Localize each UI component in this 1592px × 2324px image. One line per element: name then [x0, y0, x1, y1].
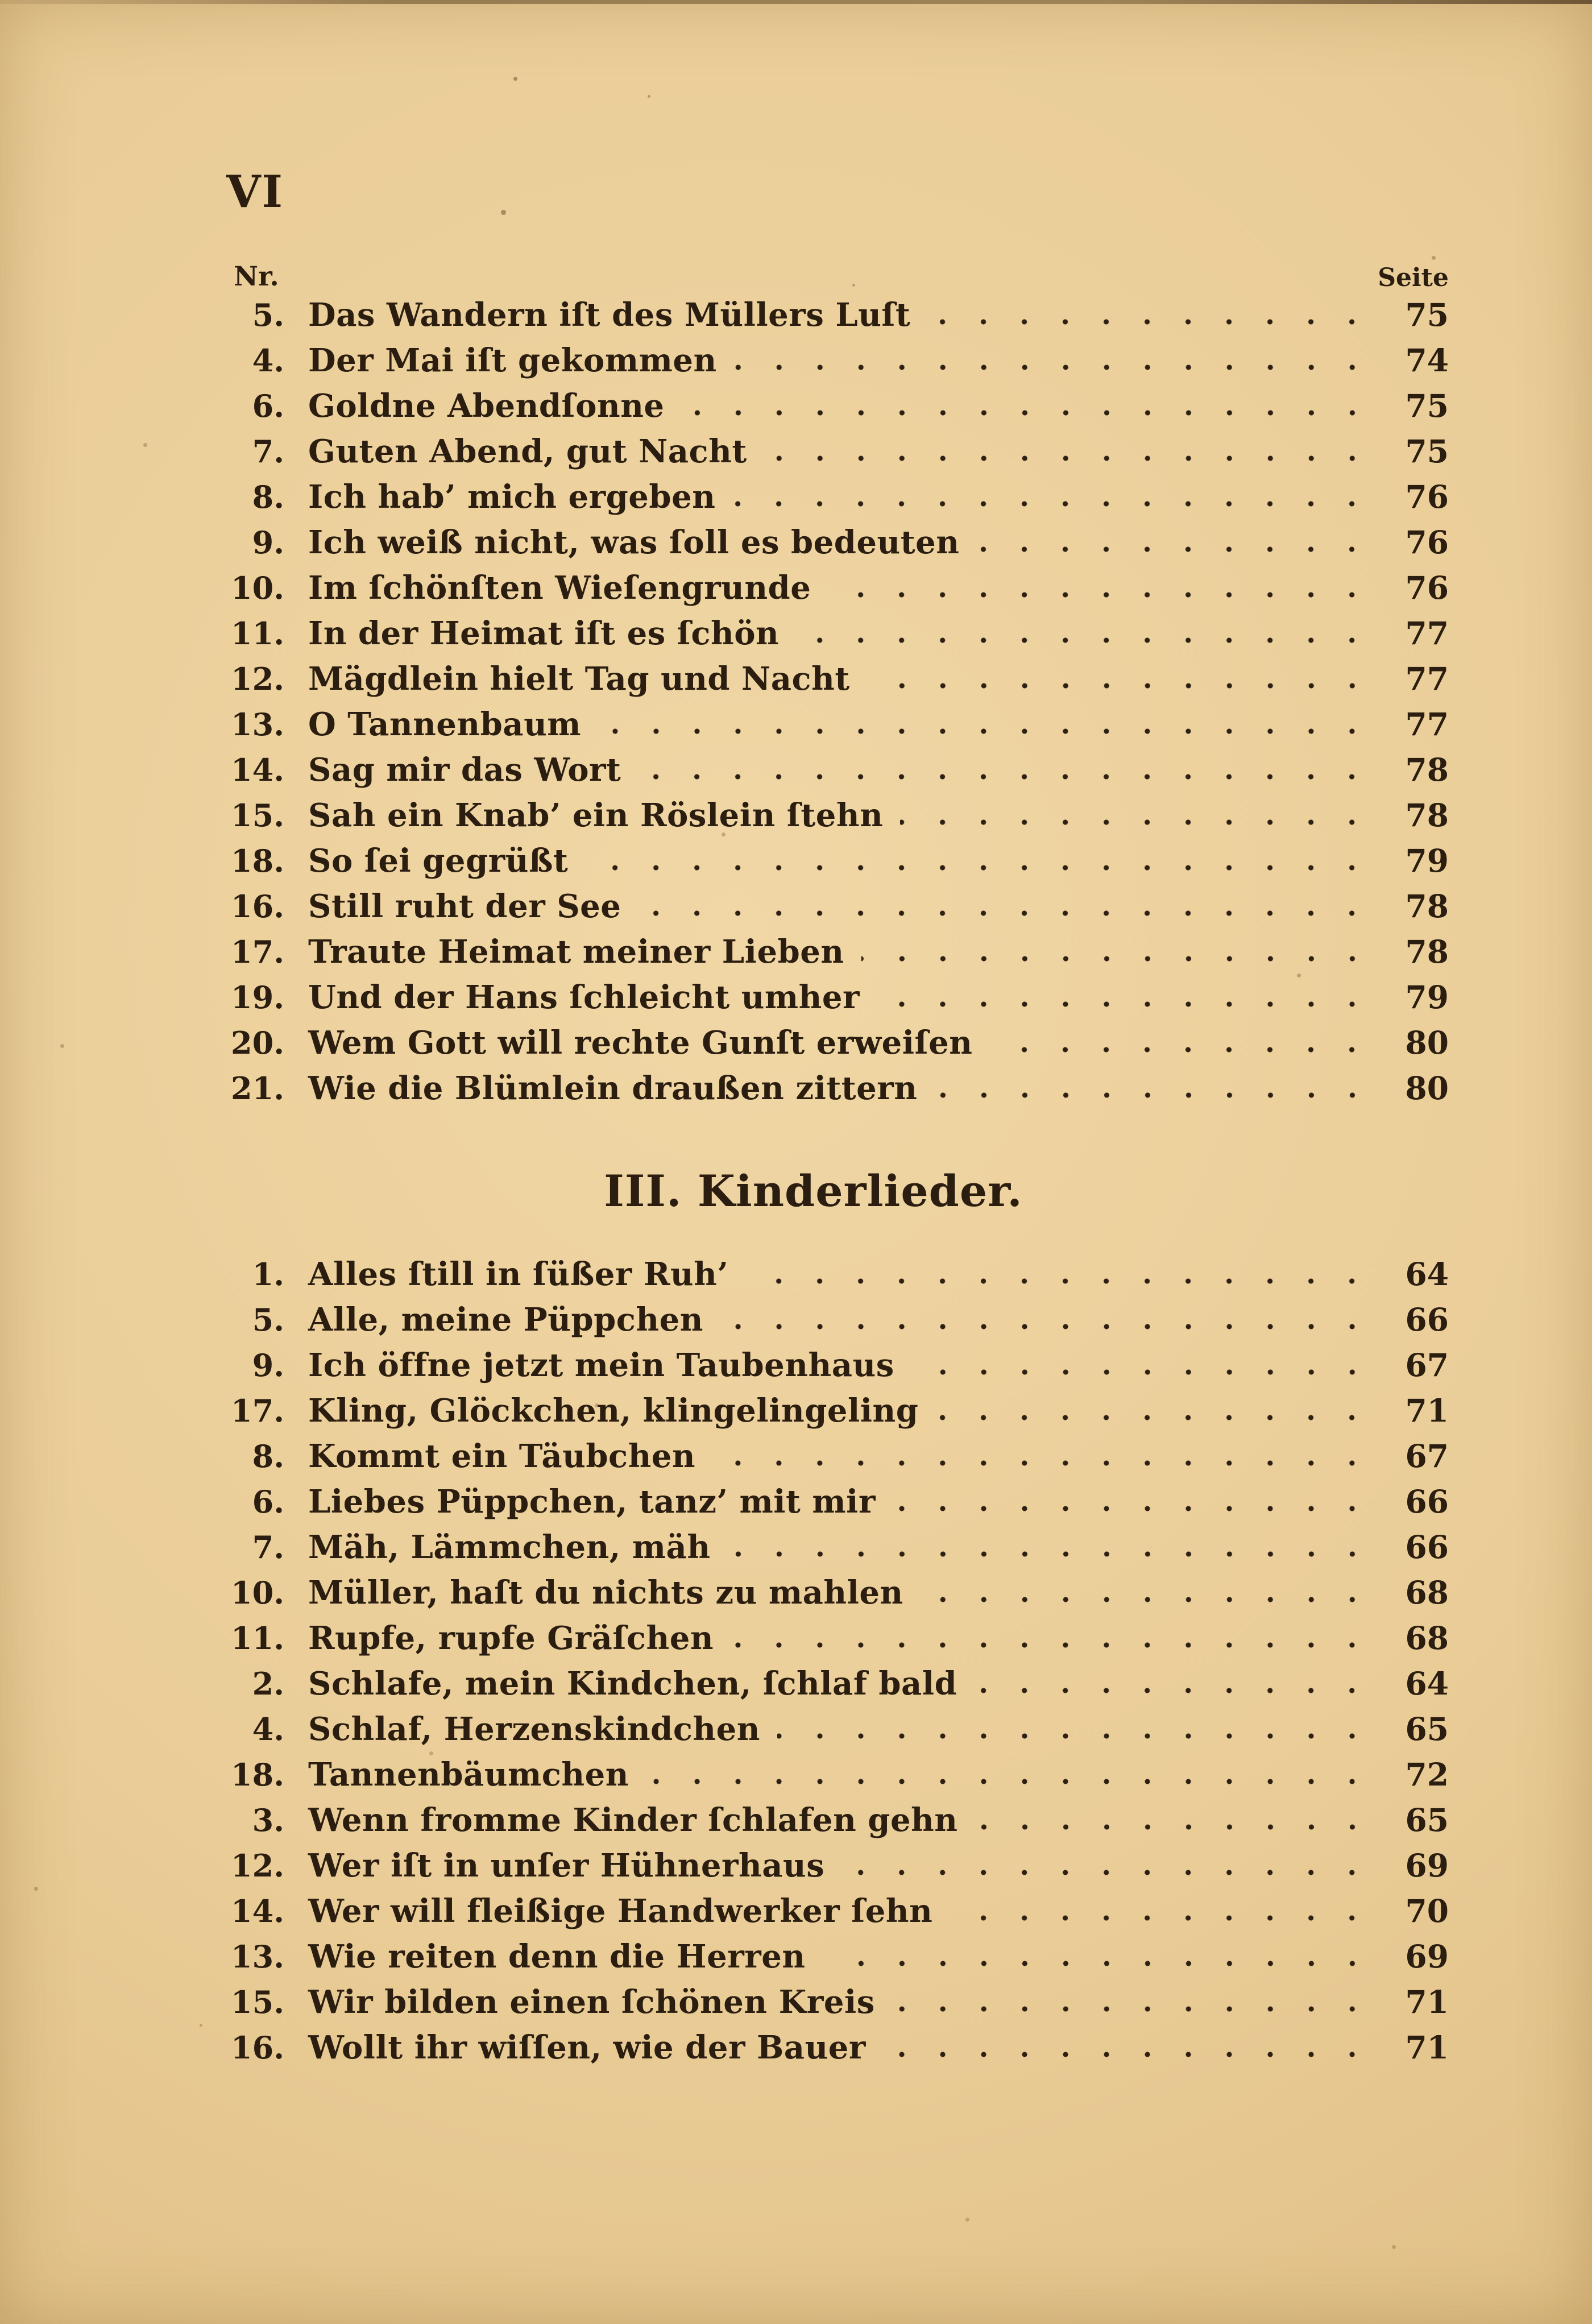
entry-page: 64	[1405, 1256, 1449, 1293]
entry-title: Wer will fleißige Handwerker ſehn	[308, 1892, 933, 1930]
entry-number: 8.	[252, 1438, 284, 1474]
entry-number: 14.	[231, 752, 284, 788]
entry-number: 14.	[231, 1893, 284, 1929]
entry-number: 16.	[231, 2029, 284, 2066]
dot-leader	[935, 1066, 1376, 1111]
dot-leader	[893, 1479, 1376, 1525]
entry-title: Tannenbäumchen	[308, 1756, 629, 1793]
entry-title: So ſei gegrüßt	[308, 842, 569, 880]
toc-row	[229, 1706, 1449, 1752]
scan-top-edge-shadow	[0, 0, 1592, 4]
entry-title: Schlafe, mein Kindchen, ſchlaf bald	[308, 1665, 957, 1702]
toc-row	[229, 793, 1449, 838]
toc-row	[229, 383, 1449, 429]
dot-leader	[877, 975, 1376, 1020]
table-of-contents	[229, 256, 1449, 2070]
entry-number: 15.	[231, 1984, 284, 2020]
toc-row	[229, 929, 1449, 975]
toc-row	[229, 1066, 1449, 1111]
entry-number: 11.	[231, 1620, 284, 1656]
entry-page: 70	[1405, 1892, 1449, 1929]
entry-number: 4.	[252, 342, 284, 379]
entry-number: 16.	[231, 888, 284, 925]
toc-row	[229, 1525, 1449, 1570]
entry-number: 18.	[231, 1757, 284, 1793]
entry-page: 80	[1405, 1070, 1449, 1107]
entry-page: 71	[1405, 1392, 1449, 1429]
dot-leader	[712, 1434, 1376, 1479]
toc-row	[229, 1479, 1449, 1525]
entry-title: Still ruht der See	[308, 888, 621, 925]
entry-title: Sah ein Knab’ ein Röslein ſtehn	[308, 797, 884, 834]
toc-row	[229, 292, 1449, 338]
entry-page: 67	[1405, 1438, 1449, 1474]
dot-leader	[828, 565, 1376, 611]
dot-leader	[745, 1252, 1376, 1297]
entry-page: 66	[1405, 1483, 1449, 1520]
entry-number: 20.	[231, 1025, 284, 1061]
column-headers	[229, 256, 1449, 292]
entry-number: 19.	[231, 979, 284, 1016]
dot-leader	[975, 1797, 1376, 1843]
entry-title: Wollt ihr wiſſen, wie der Bauer	[308, 2029, 866, 2066]
entry-number: 4.	[252, 1711, 284, 1747]
entry-page: 76	[1405, 569, 1449, 606]
entry-page: 78	[1405, 888, 1449, 925]
dot-leader	[927, 292, 1376, 338]
entry-page: 76	[1405, 524, 1449, 561]
entry-number: 7.	[252, 1529, 284, 1565]
page-folio: VI	[226, 166, 284, 218]
entry-page: 71	[1405, 1983, 1449, 2020]
entry-page: 66	[1405, 1301, 1449, 1338]
dot-leader	[867, 656, 1376, 702]
entry-title: Kommt ein Täubchen	[308, 1438, 696, 1475]
entry-title: Liebes Püppchen, tanz’ mit mir	[308, 1483, 876, 1521]
toc-row	[229, 1661, 1449, 1706]
toc-row	[229, 838, 1449, 884]
entry-page: 79	[1405, 979, 1449, 1016]
dot-leader	[731, 1615, 1376, 1661]
dot-leader	[598, 702, 1376, 747]
entry-number: 5.	[252, 1302, 284, 1338]
toc-row	[229, 1797, 1449, 1843]
section-heading-kinderlieder: III. Kinderlieder.	[604, 1166, 1023, 1216]
column-header-number: Nr.	[234, 261, 279, 292]
entry-number: 1.	[252, 1256, 284, 1293]
dot-leader	[728, 1525, 1376, 1570]
entry-title: Wir bilden einen ſchönen Kreis	[308, 1983, 875, 2021]
entry-title: Sag mir das Wort	[308, 751, 621, 789]
toc-row	[229, 1297, 1449, 1343]
toc-row	[229, 1979, 1449, 2025]
entry-number: 10.	[231, 570, 284, 606]
entry-title: Wenn fromme Kinder ſchlafen gehn	[308, 1801, 958, 1839]
entry-number: 2.	[252, 1666, 284, 1702]
entry-title: Müller, haſt du nichts zu mahlen	[308, 1574, 903, 1612]
entry-page: 67	[1405, 1347, 1449, 1383]
entry-title: Alles ſtill in ſüßer Ruh’	[308, 1256, 729, 1293]
toc-row	[229, 747, 1449, 793]
entry-number: 13.	[231, 706, 284, 743]
toc-row	[229, 656, 1449, 702]
entry-page: 75	[1405, 387, 1449, 424]
entry-page: 65	[1405, 1710, 1449, 1747]
dot-leader	[646, 1752, 1376, 1797]
toc-row	[229, 611, 1449, 656]
entry-page: 77	[1405, 706, 1449, 743]
toc-row	[229, 975, 1449, 1020]
entry-number: 15.	[231, 797, 284, 834]
dot-leader	[732, 474, 1376, 520]
toc-row	[229, 1434, 1449, 1479]
dot-leader	[638, 884, 1376, 929]
entry-number: 12.	[231, 1847, 284, 1884]
dot-leader	[911, 1343, 1376, 1388]
entry-number: 3.	[252, 1802, 284, 1838]
entry-number: 17.	[231, 1393, 284, 1429]
entry-title: Der Mai iſt gekommen	[308, 342, 717, 379]
toc-row	[229, 1752, 1449, 1797]
entry-title: Und der Hans ſchleicht umher	[308, 979, 860, 1016]
entry-title: Wer iſt in unſer Hühnerhaus	[308, 1847, 825, 1884]
dot-leader	[976, 520, 1376, 565]
dot-leader	[974, 1661, 1376, 1706]
entry-number: 10.	[231, 1575, 284, 1611]
entry-number: 9.	[252, 524, 284, 561]
entry-title: Alle, meine Püppchen	[308, 1301, 703, 1339]
entry-page: 77	[1405, 615, 1449, 652]
entry-title: Kling, Glöckchen, klingelingeling	[308, 1392, 919, 1430]
dot-leader	[682, 383, 1376, 429]
continued-section-list	[229, 292, 1449, 1111]
entry-page: 72	[1405, 1756, 1449, 1793]
entry-title: Schlaf, Herzenskindchen	[308, 1710, 760, 1748]
toc-row	[229, 1388, 1449, 1434]
entry-number: 13.	[231, 1938, 284, 1975]
entry-number: 8.	[252, 479, 284, 515]
dot-leader	[720, 1297, 1376, 1343]
dot-leader	[764, 429, 1376, 474]
entry-page: 75	[1405, 296, 1449, 333]
toc-row	[229, 474, 1449, 520]
toc-row	[229, 884, 1449, 929]
entry-number: 17.	[231, 934, 284, 970]
dot-leader	[734, 338, 1376, 383]
entry-page: 68	[1405, 1574, 1449, 1611]
entry-title: Das Wandern iſt des Müllers Luſt	[308, 296, 911, 334]
entry-number: 9.	[252, 1347, 284, 1383]
dot-leader	[989, 1020, 1376, 1066]
toc-row	[229, 429, 1449, 474]
dot-leader	[900, 793, 1376, 838]
entry-page: 65	[1405, 1801, 1449, 1838]
dot-leader	[935, 1388, 1376, 1434]
entry-page: 78	[1405, 797, 1449, 834]
entry-number: 11.	[231, 615, 284, 652]
dot-leader	[585, 838, 1376, 884]
entry-page: 66	[1405, 1528, 1449, 1565]
toc-row	[229, 1020, 1449, 1066]
entry-number: 5.	[252, 297, 284, 333]
entry-title: In der Heimat iſt es ſchön	[308, 615, 780, 652]
dot-leader	[892, 1979, 1376, 2025]
entry-number: 21.	[231, 1070, 284, 1107]
entry-title: Wie die Blümlein draußen zittern	[308, 1070, 918, 1107]
toc-row	[229, 2025, 1449, 2070]
toc-row	[229, 1570, 1449, 1615]
entry-title: Goldne Abendſonne	[308, 387, 665, 425]
kinderlieder-section-list	[229, 1252, 1449, 2070]
entry-number: 18.	[231, 843, 284, 879]
entry-number: 12.	[231, 661, 284, 697]
column-header-page: Seite	[1378, 263, 1449, 292]
entry-page: 80	[1405, 1024, 1449, 1061]
entry-title: Wie reiten denn die Herren	[308, 1938, 806, 1975]
entry-page: 75	[1405, 433, 1449, 470]
entry-number: 7.	[252, 433, 284, 470]
entry-page: 79	[1405, 842, 1449, 879]
entry-page: 68	[1405, 1619, 1449, 1656]
dot-leader	[921, 1570, 1376, 1615]
entry-page: 78	[1405, 751, 1449, 788]
dot-leader	[950, 1888, 1376, 1934]
dot-leader	[841, 1843, 1376, 1888]
entry-number: 6.	[252, 388, 284, 424]
entry-number: 6.	[252, 1484, 284, 1520]
entry-page: 77	[1405, 660, 1449, 697]
toc-row	[229, 1934, 1449, 1979]
dot-leader	[777, 1706, 1376, 1752]
entry-title: Traute Heimat meiner Lieben	[308, 933, 844, 971]
toc-row	[229, 520, 1449, 565]
entry-title: Im ſchönſten Wieſengrunde	[308, 569, 811, 607]
entry-title: Mägdlein hielt Tag und Nacht	[308, 660, 850, 698]
toc-row	[229, 338, 1449, 383]
entry-title: Rupfe, rupfe Gräſchen	[308, 1619, 714, 1657]
toc-row	[229, 1615, 1449, 1661]
toc-row	[229, 1252, 1449, 1297]
toc-row	[229, 1888, 1449, 1934]
entry-title: Wem Gott will rechte Gunſt erweiſen	[308, 1024, 973, 1062]
entry-page: 69	[1405, 1938, 1449, 1975]
entry-title: Ich öffne jetzt mein Taubenhaus	[308, 1347, 894, 1384]
dot-leader	[638, 747, 1376, 793]
entry-title: Guten Abend, gut Nacht	[308, 433, 747, 470]
toc-row	[229, 565, 1449, 611]
entry-page: 71	[1405, 2029, 1449, 2066]
dot-leader	[883, 2025, 1376, 2070]
entry-page: 64	[1405, 1665, 1449, 1702]
entry-title: Ich hab’ mich ergeben	[308, 478, 716, 516]
entry-page: 78	[1405, 933, 1449, 970]
entry-title: O Tannenbaum	[308, 706, 582, 743]
entry-page: 69	[1405, 1847, 1449, 1884]
toc-row	[229, 702, 1449, 747]
toc-row	[229, 1343, 1449, 1388]
entry-page: 74	[1405, 342, 1449, 379]
dot-leader	[861, 929, 1376, 975]
dot-leader	[823, 1934, 1376, 1979]
entry-page: 76	[1405, 478, 1449, 515]
entry-title: Ich weiß nicht, was ſoll es bedeuten	[308, 524, 960, 561]
entry-title: Mäh, Lämmchen, mäh	[308, 1528, 711, 1566]
dot-leader	[796, 611, 1376, 656]
toc-row	[229, 1843, 1449, 1888]
paper-specks	[0, 0, 2, 2]
